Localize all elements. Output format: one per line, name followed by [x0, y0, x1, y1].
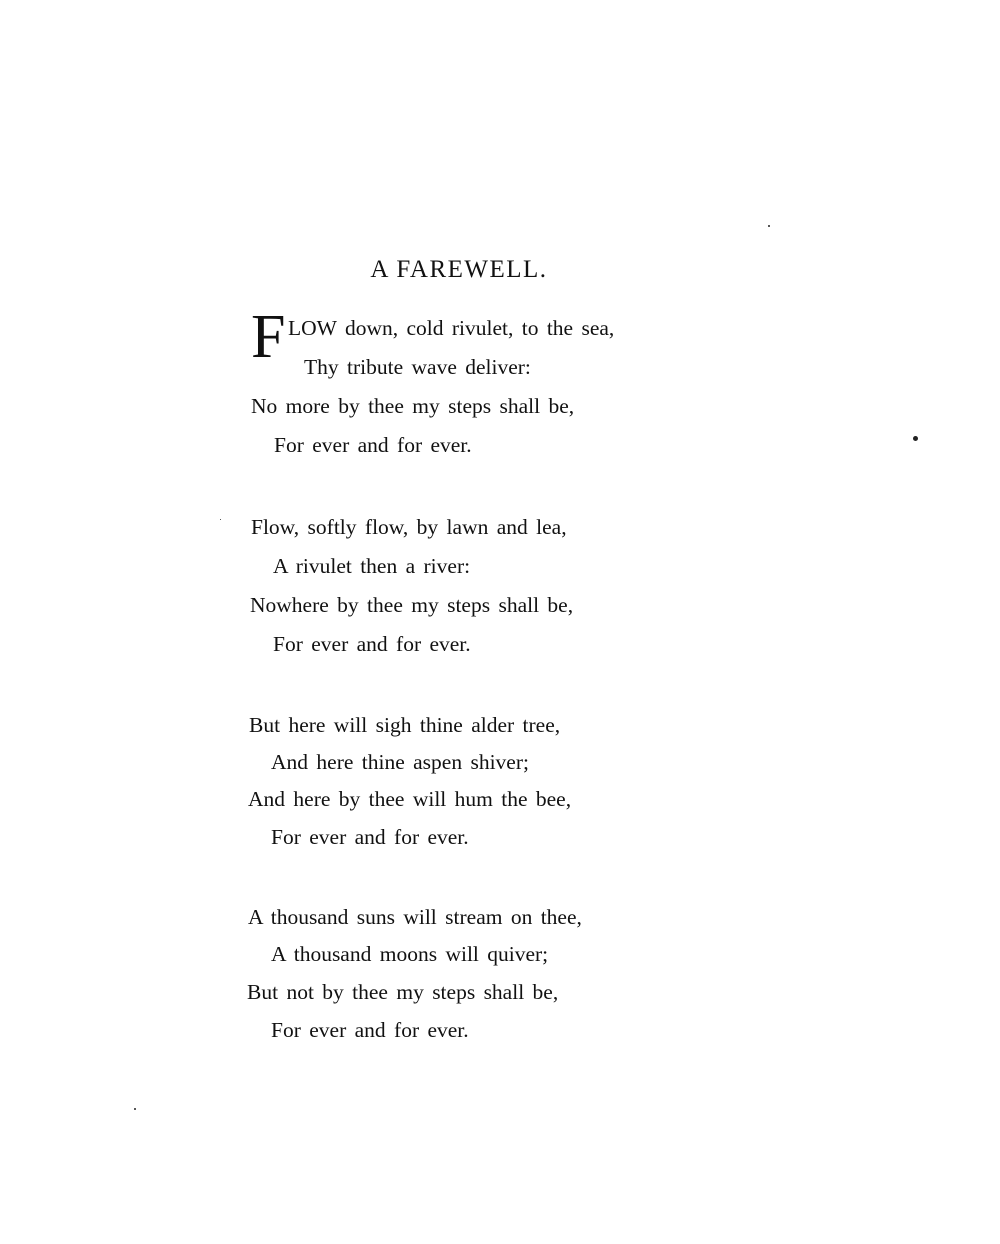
stanza-4-line-3: But not by thee my steps shall be, — [247, 980, 559, 1004]
stanza-3-line-1: But here will sigh thine alder tree, — [249, 713, 561, 737]
stanza-4-line-1: A thousand suns will stream on thee, — [248, 905, 582, 929]
stanza-1-line-1: LOW down, cold rivulet, to the sea, — [288, 316, 615, 340]
stanza-2-line-1: Flow, softly flow, by lawn and lea, — [251, 515, 567, 539]
poem-title: A FAREWELL. — [370, 256, 548, 283]
stanza-1-line-3: No more by thee my steps shall be, — [251, 394, 575, 418]
stanza-2-line-3: Nowhere by thee my steps shall be, — [250, 593, 574, 617]
drop-cap: F — [251, 303, 286, 371]
stanza-3-line-2: And here thine aspen shiver; — [271, 750, 529, 774]
stanza-4-line-2: A thousand moons will quiver; — [271, 942, 549, 966]
scan-speck — [768, 225, 770, 227]
stanza-2-line-2: A rivulet then a river: — [273, 554, 471, 578]
stanza-1-line-2: Thy tribute wave deliver: — [304, 355, 531, 379]
stanza-2-line-4: For ever and for ever. — [273, 632, 471, 656]
stanza-3-line-4: For ever and for ever. — [271, 825, 469, 849]
stanza-1-line-4: For ever and for ever. — [274, 433, 472, 457]
scan-speck — [134, 1108, 136, 1110]
stanza-3-line-3: And here by thee will hum the bee, — [248, 787, 572, 811]
stanza-4-line-4: For ever and for ever. — [271, 1018, 469, 1042]
scan-speck — [913, 436, 918, 441]
scan-speck — [220, 519, 221, 520]
